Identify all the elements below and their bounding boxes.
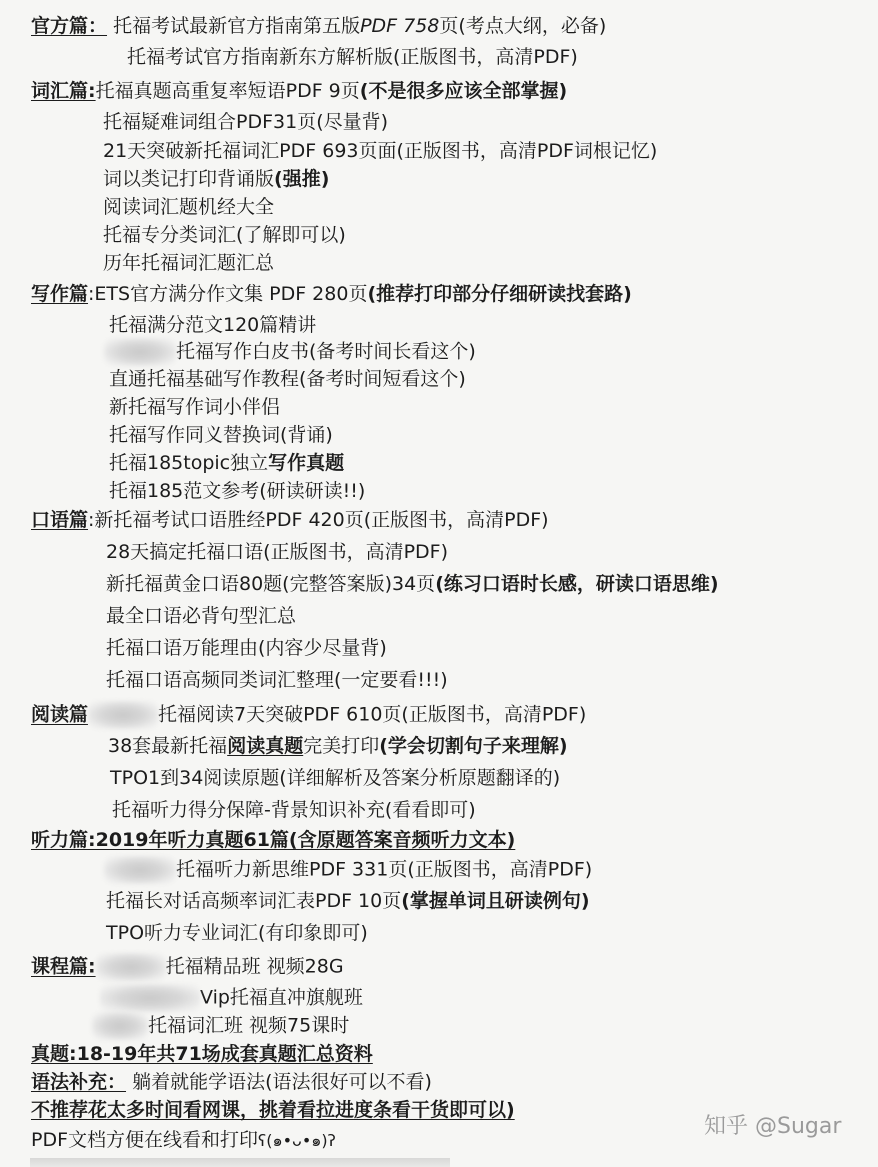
listening-item-2-text: 托福长对话高频率词汇表PDF 10页 [106,890,402,912]
section-heading-courses: 课程篇: [31,955,96,978]
course-item-3-line [92,1012,349,1038]
vocab-item-3-note: (强推) [274,168,330,190]
vocab-line-1 [31,78,567,104]
listening-item-1-text: 托福听力新思维PDF 331页(正版图书，高清PDF) [176,858,593,881]
vocab-item: 托福疑难词组合PDF31页(尽量背) [103,111,389,133]
vocab-item-3 [103,166,329,192]
vocab-item-main: 托福真题高重复率短语PDF 9页 [95,80,360,102]
grammar-item: 躺着就能学语法(语法很好可以不看) [132,1071,432,1093]
course-item-1: 托福精品班 视频28G [165,955,344,978]
reading-item-2-note: (学会切割句子来理解) [379,735,568,757]
listening-item-2 [106,888,590,914]
section-heading-official: 官方篇： [31,15,108,37]
listening-item-2-note: (掌握单词且研读例句) [401,890,590,912]
course-item-2-line [100,984,363,1010]
reading-item-2-underlined: 阅读真题 [227,735,304,757]
courses-line-1 [31,953,344,979]
writing-item: 托福满分范文120篇精讲 [109,314,317,336]
vocab-item: 历年托福词汇题汇总 [103,252,275,274]
zhihu-watermark: 知乎 @Sugar [704,1114,842,1139]
writing-item-2-text: 托福写作白皮书(备考时间长看这个) [176,340,476,363]
advice-text: 不推荐花太多时间看网课，挑着看拉进度条看干货即可以) [31,1099,515,1121]
blurred-redaction [100,984,200,1012]
section-heading-reading: 阅读篇 [31,703,89,726]
speaking-item-2 [106,571,719,597]
course-item-3: 托福词汇班 视频75课时 [148,1014,350,1037]
official-item-2: 托福考试官方指南新东方解析版(正版图书，高清PDF) [127,46,578,68]
writing-item: 新托福写作词小伴侣 [109,396,281,418]
writing-item-6-note: 写作真题 [268,452,345,474]
vocab-item: 托福专分类词汇(了解即可以) [103,224,346,246]
blurred-redaction [92,1012,148,1040]
writing-item-6 [109,450,344,476]
blurred-redaction [96,953,166,981]
blurred-redaction [88,701,158,729]
reading-line-1 [31,701,586,727]
real-exams-text: 真题:18-19年共71场成套真题汇总资料 [31,1043,373,1065]
official-item-1-pages: PDF 758 [360,15,440,37]
speaking-line-1 [31,507,549,533]
pdf-note-line [31,1127,336,1153]
vocab-item-3-text: 词以类记打印背诵版 [103,168,275,190]
speaking-item: 托福口语万能理由(内容少尽量背) [106,637,387,659]
course-item-2: Vip托福直冲旗舰班 [200,986,363,1009]
grammar-line [31,1069,432,1095]
speaking-item: 托福口语高频同类词汇整理(一定要看!!!) [106,669,448,691]
writing-line-1 [31,281,632,307]
section-heading-vocab: 词汇篇: [31,80,96,102]
cropped-next-line [30,1158,450,1167]
listening-item-3: TPO听力专业词汇(有印象即可) [106,922,368,944]
reading-item-3: TPO1到34阅读原题(详细解析及答案分析原题翻译的) [110,767,561,789]
kaomoji: ʕ(๑•ᴗ•๑)ʔ [258,1131,336,1150]
blurred-redaction [104,338,176,366]
vocab-item: 阅读词汇题机经大全 [103,196,275,218]
vocab-item-main-note: (不是很多应该全部掌握) [359,80,568,102]
section-heading-grammar: 语法补充： [31,1071,127,1093]
official-line-1 [31,13,606,39]
writing-item: 托福写作同义替换词(背诵) [109,424,333,446]
writing-item-main-note: (推荐打印部分仔细研读找套路) [367,283,632,305]
vocab-item: 21天突破新托福词汇PDF 693页面(正版图书，高清PDF词根记忆) [103,140,658,162]
reading-item-2 [108,733,568,759]
speaking-item-2-note: (练习口语时长感，研读口语思维) [435,573,719,595]
speaking-item: 28天搞定托福口语(正版图书，高清PDF) [106,541,449,563]
speaking-item-main: :新托福考试口语胜经PDF 420页(正版图书，高清PDF) [88,509,549,531]
writing-item-6-text: 托福185topic独立 [109,452,269,474]
pdf-note-text: PDF文档方便在线看和打印 [31,1129,259,1151]
listening-heading-text: 听力篇:2019年听力真题61篇(含原题答案音频听力文本) [31,829,516,851]
speaking-item-2-text: 新托福黄金口语80题(完整答案版)34页 [106,573,436,595]
advice-line [31,1097,515,1123]
writing-item-main: :ETS官方满分作文集 PDF 280页 [88,283,368,305]
real-exams-line [31,1041,373,1067]
section-heading-listening [31,827,515,853]
reading-item-4: 托福听力得分保障-背景知识补充(看看即可) [112,799,476,821]
blurred-redaction [104,856,176,884]
section-heading-speaking: 口语篇 [31,509,89,531]
official-item-1-note: 页(考点大纲，必备) [439,15,607,37]
official-item-1: 托福考试最新官方指南第五版 [113,15,361,37]
writing-item: 托福185范文参考(研读研读!!) [109,480,366,502]
section-heading-writing: 写作篇 [31,283,89,305]
reading-item-2-pre: 38套最新托福 [108,735,228,757]
speaking-item: 最全口语必背句型汇总 [106,605,297,627]
writing-item-2 [104,338,476,364]
writing-item: 直通托福基础写作教程(备考时间短看这个) [109,368,466,390]
reading-item-1: 托福阅读7天突破PDF 610页(正版图书，高清PDF) [158,703,587,726]
listening-item-1 [104,856,592,882]
reading-item-2-mid: 完美打印 [303,735,380,757]
